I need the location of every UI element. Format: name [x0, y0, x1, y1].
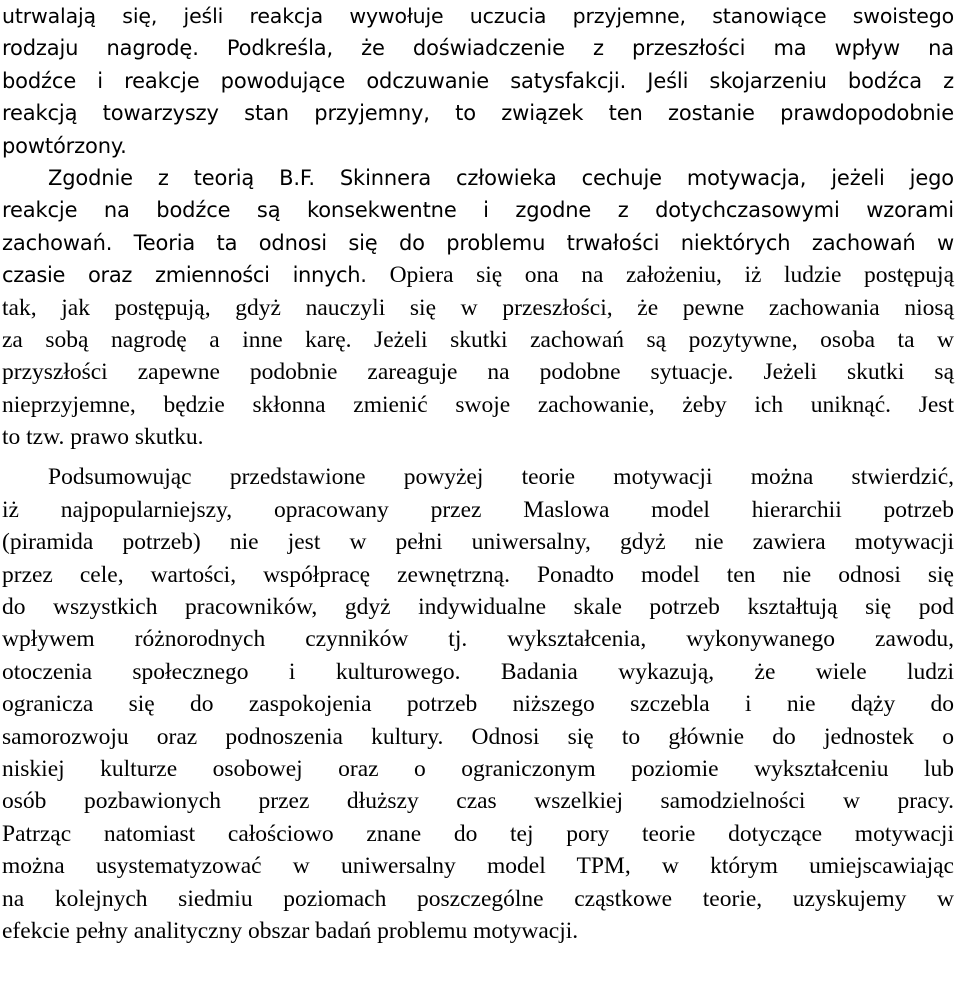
text-line: na kolejnych siedmiu poziomach poszczególne cząstkowe teorie, uzyskujemy w: [2, 885, 954, 912]
text-line: tak, jak postępują, gdyż nauczyli się w przeszłości, że pewne zachowania niosą: [2, 294, 954, 321]
text-line: bodźce i reakcje powodujące odczuwanie satysfakcji. Jeśli skojarzeniu bodźca z: [2, 68, 954, 93]
text-line: reakcją towarzyszy stan przyjemny, to związek ten zostanie prawdopodobnie: [2, 101, 954, 126]
text-fragment: Jeżeli skutki zachowań są pozytywne, osoba ta w: [374, 326, 954, 353]
text-line: powtórzony.: [2, 133, 127, 158]
text-line: [2, 259, 954, 291]
text-line: (piramida potrzeb) nie jest w pełni uniwersalny, gdyż nie zawiera motywacji: [2, 529, 954, 556]
text-line: iż najpopularniejszy, opracowany przez Maslowa model hierarchii potrzeb: [2, 496, 954, 523]
text-line: osób pozbawionych przez dłuższy czas wszelkiej samodzielności w pracy.: [2, 788, 954, 815]
text-line: rodzaju nagrodę. Podkreśla, że doświadczenie z przeszłości ma wpływ na: [2, 36, 954, 61]
paragraph-gap: [2, 453, 954, 461]
document-page: [2, 0, 954, 947]
text-line: otoczenia społecznego i kulturowego. Badania wykazują, że wiele ludzi: [2, 658, 954, 685]
text-fragment: Jeżeli skutki są: [763, 359, 955, 386]
text-fragment: Opiera się ona na założeniu, iż ludzie postępują: [389, 262, 955, 289]
text-line: Zgodnie z teorią B.F. Skinnera człowieka cechuje motywacja, jeżeli jego: [48, 165, 954, 190]
text-line: reakcje na bodźce są konsekwentne i zgodne z dotychczasowymi wzorami: [2, 198, 954, 223]
text-line: utrwalają się, jeśli reakcja wywołuje uczucia przyjemne, stanowiące swoistego: [2, 4, 954, 28]
text-fragment: przyszłości zapewne podobnie zareaguje na podobne sytuacje.: [2, 359, 764, 386]
text-line: nieprzyjemne, będzie skłonna zmienić swoje zachowanie, żeby ich uniknąć. Jest: [2, 391, 954, 418]
text-line: Podsumowując przedstawione powyżej teorie motywacji można stwierdzić,: [48, 464, 954, 491]
text-line: Patrząc natomiast całościowo znane do tej pory teorie dotyczące motywacji: [2, 820, 954, 847]
text-line: do wszystkich pracowników, gdyż indywidualne skale potrzeb kształtują się pod: [2, 594, 954, 621]
text-fragment: czasie oraz zmienności innych.: [2, 263, 390, 288]
text-line: niskiej kulturze osobowej oraz o ograniczonym poziomie wykształceniu lub: [2, 755, 954, 782]
document-text: [2, 0, 954, 947]
text-line: samorozwoju oraz podnoszenia kultury. Odnosi się to głównie do jednostek o: [2, 723, 954, 750]
text-line: to tzw. prawo skutku.: [2, 424, 204, 451]
text-line: [2, 356, 954, 388]
text-fragment: za sobą nagrodę a inne karę.: [2, 326, 375, 353]
text-line: zachowań. Teoria ta odnosi się do problemu trwałości niektórych zachowań w: [2, 230, 954, 255]
text-line: można usystematyzować w uniwersalny model TPM, w którym umiejscawiając: [2, 853, 954, 880]
text-line: [2, 324, 954, 356]
text-line: ogranicza się do zaspokojenia potrzeb niższego szczebla i nie dąży do: [2, 691, 954, 718]
text-line: przez cele, wartości, współpracę zewnętrzną. Ponadto model ten nie odnosi się: [2, 561, 954, 588]
text-line: efekcie pełny analityczny obszar badań problemu motywacji.: [2, 917, 579, 944]
text-line: wpływem różnorodnych czynników tj. wykształcenia, wykonywanego zawodu,: [2, 626, 954, 653]
